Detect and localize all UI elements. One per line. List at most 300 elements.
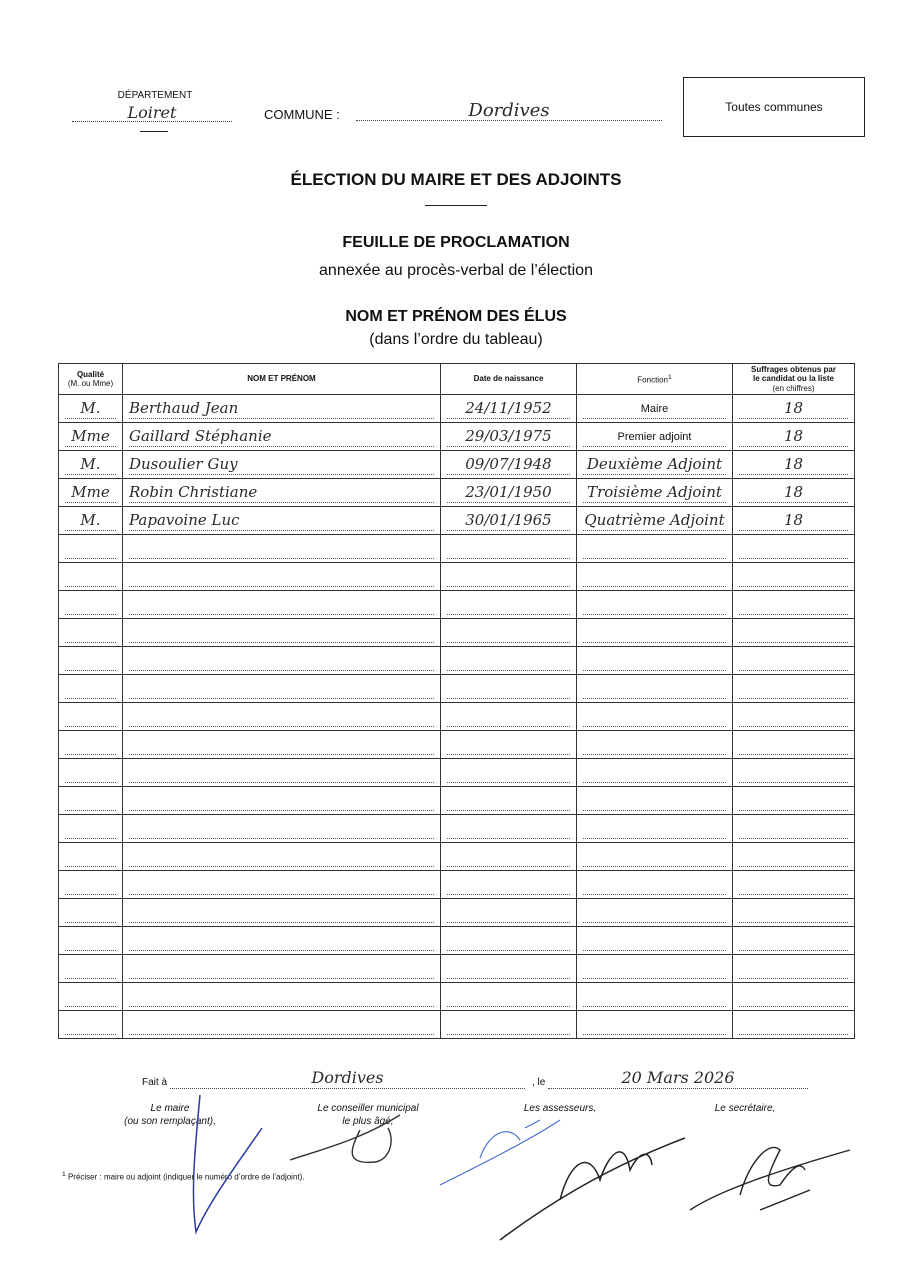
header-suffrages-1: Suffrages obtenus par <box>751 365 836 375</box>
dotted-line <box>739 762 848 783</box>
cell-date <box>441 507 577 535</box>
table-row-empty <box>59 675 855 703</box>
dotted-line <box>129 734 434 755</box>
conseiller-signature-label <box>298 1102 438 1128</box>
cell-suffrages-value: 18 <box>783 511 804 529</box>
cell-date <box>441 451 577 479</box>
cell-fonction <box>577 507 733 535</box>
dotted-line <box>129 762 434 783</box>
cell-fonction-line <box>583 398 726 419</box>
dotted-line <box>583 902 726 923</box>
dotted-line <box>447 734 570 755</box>
header-qualite <box>59 364 123 395</box>
cell-empty <box>123 647 441 675</box>
departement-label: DÉPARTEMENT <box>117 90 193 101</box>
cell-empty <box>733 563 855 591</box>
dotted-line <box>447 706 570 727</box>
dotted-line <box>65 846 116 867</box>
cell-nom <box>123 395 441 423</box>
dotted-line <box>65 902 116 923</box>
cell-date-value: 30/01/1965 <box>465 511 552 529</box>
dotted-line <box>129 902 434 923</box>
dotted-line <box>129 538 434 559</box>
proclamation-title: FEUILLE DE PROCLAMATION <box>342 234 570 251</box>
cell-fonction-line <box>583 510 726 531</box>
table-row-empty <box>59 927 855 955</box>
cell-nom <box>123 479 441 507</box>
maire-label-2: (ou son remplaçant), <box>124 1116 216 1127</box>
commune-value: Dordives <box>356 100 662 121</box>
cell-qualite-line <box>65 510 116 531</box>
dotted-line <box>447 622 570 643</box>
cell-qualite-value: M. <box>80 511 101 529</box>
cell-suffrages-line <box>739 510 848 531</box>
dotted-line <box>65 818 116 839</box>
dotted-line <box>583 790 726 811</box>
noms-title: NOM ET PRÉNOM DES ÉLUS <box>345 308 567 325</box>
elus-table <box>58 363 855 1039</box>
table-row <box>59 451 855 479</box>
cell-qualite-value: M. <box>80 455 101 473</box>
table-row-empty <box>59 535 855 563</box>
cell-empty <box>123 759 441 787</box>
cell-empty <box>123 619 441 647</box>
assesseur-signature-2 <box>500 1138 685 1240</box>
cell-empty <box>59 843 123 871</box>
cell-empty <box>59 675 123 703</box>
table-row <box>59 423 855 451</box>
header-suffrages-2: le candidat ou la liste <box>753 374 834 384</box>
dotted-line <box>129 706 434 727</box>
dotted-line <box>739 678 848 699</box>
table-header-row <box>59 364 855 395</box>
dotted-line <box>447 762 570 783</box>
table-row-empty <box>59 787 855 815</box>
dotted-line <box>65 1014 116 1035</box>
cell-suffrages-value: 18 <box>783 455 804 473</box>
cell-nom-value: Gaillard Stéphanie <box>129 427 272 445</box>
cell-empty <box>441 815 577 843</box>
cell-empty <box>59 787 123 815</box>
dotted-line <box>739 538 848 559</box>
cell-date <box>441 423 577 451</box>
cell-qualite <box>59 395 123 423</box>
cell-date-line <box>447 454 570 475</box>
cell-empty <box>733 675 855 703</box>
dotted-line <box>583 818 726 839</box>
footnote <box>62 1171 305 1182</box>
dotted-line <box>447 678 570 699</box>
cell-empty <box>733 591 855 619</box>
dotted-line <box>447 818 570 839</box>
cell-empty <box>441 703 577 731</box>
cell-empty <box>577 927 733 955</box>
dotted-line <box>739 594 848 615</box>
maire-label: Le maire <box>150 1103 190 1114</box>
dotted-line <box>65 650 116 671</box>
cell-empty <box>733 703 855 731</box>
dotted-line <box>583 594 726 615</box>
cell-empty <box>733 983 855 1011</box>
le-label: , le <box>532 1077 546 1088</box>
cell-empty <box>59 647 123 675</box>
cell-suffrages-value: 18 <box>783 399 804 417</box>
cell-empty <box>733 871 855 899</box>
cell-empty <box>733 899 855 927</box>
secretaire-signature <box>690 1147 850 1210</box>
dotted-line <box>447 650 570 671</box>
cell-empty <box>733 535 855 563</box>
cell-empty <box>123 955 441 983</box>
cell-empty <box>441 619 577 647</box>
cell-empty <box>733 815 855 843</box>
table-row <box>59 395 855 423</box>
cell-fonction-value: Troisième Adjoint <box>587 483 722 501</box>
dotted-line <box>65 678 116 699</box>
cell-suffrages-value: 18 <box>783 483 804 501</box>
conseiller-label: Le conseiller municipal <box>317 1103 419 1114</box>
dotted-line <box>447 958 570 979</box>
cell-date-value: 24/11/1952 <box>465 399 552 417</box>
cell-empty <box>59 731 123 759</box>
dotted-line <box>65 594 116 615</box>
cell-empty <box>59 871 123 899</box>
cell-nom-line <box>129 398 434 419</box>
cell-empty <box>733 843 855 871</box>
table-row-empty <box>59 871 855 899</box>
cell-suffrages-value: 18 <box>783 427 804 445</box>
cell-suffrages <box>733 395 855 423</box>
cell-empty <box>123 563 441 591</box>
title-divider <box>425 205 487 206</box>
cell-empty <box>577 955 733 983</box>
header-suffrages <box>733 364 855 395</box>
cell-empty <box>59 955 123 983</box>
assesseurs-signature-label <box>490 1102 630 1115</box>
dotted-line <box>739 818 848 839</box>
header-date: Date de naissance <box>441 364 577 395</box>
cell-empty <box>441 927 577 955</box>
cell-empty <box>123 927 441 955</box>
dotted-line <box>65 790 116 811</box>
dotted-line <box>447 566 570 587</box>
cell-empty <box>441 535 577 563</box>
ordre-subtitle: (dans l’ordre du tableau) <box>369 331 543 348</box>
dotted-line <box>583 874 726 895</box>
cell-nom-line <box>129 510 434 531</box>
cell-empty <box>441 871 577 899</box>
cell-fonction <box>577 423 733 451</box>
cell-empty <box>577 619 733 647</box>
cell-empty <box>577 787 733 815</box>
table-row-empty <box>59 843 855 871</box>
dotted-line <box>739 846 848 867</box>
cell-empty <box>441 675 577 703</box>
header-qualite-label: Qualité <box>76 369 105 379</box>
cell-date-line <box>447 398 570 419</box>
dotted-line <box>739 622 848 643</box>
cell-empty <box>577 675 733 703</box>
cell-empty <box>577 815 733 843</box>
cell-date-line <box>447 426 570 447</box>
dotted-line <box>739 734 848 755</box>
cell-empty <box>733 619 855 647</box>
cell-nom-line <box>129 426 434 447</box>
dotted-line <box>739 958 848 979</box>
cell-empty <box>59 983 123 1011</box>
cell-empty <box>577 1011 733 1039</box>
departement-divider <box>140 131 168 132</box>
cell-empty <box>123 1011 441 1039</box>
cell-suffrages <box>733 451 855 479</box>
dotted-line <box>739 706 848 727</box>
table-row-empty <box>59 1011 855 1039</box>
cell-date <box>441 395 577 423</box>
toutes-communes-label: Toutes communes <box>725 100 823 114</box>
dotted-line <box>739 1014 848 1035</box>
cell-qualite <box>59 507 123 535</box>
cell-empty <box>441 843 577 871</box>
cell-empty <box>441 591 577 619</box>
dotted-line <box>739 986 848 1007</box>
cell-fonction-line <box>583 426 726 447</box>
cell-empty <box>577 535 733 563</box>
dotted-line <box>65 566 116 587</box>
cell-empty <box>441 787 577 815</box>
table-row-empty <box>59 759 855 787</box>
table-row-empty <box>59 619 855 647</box>
header-qualite-sub: (M. ou Mme) <box>67 379 114 388</box>
dotted-line <box>447 986 570 1007</box>
dotted-line <box>129 790 434 811</box>
cell-suffrages-line <box>739 398 848 419</box>
maire-signature-label <box>100 1102 240 1128</box>
cell-empty <box>733 759 855 787</box>
dotted-line <box>129 958 434 979</box>
dotted-line <box>129 566 434 587</box>
footnote-mark: 1 <box>62 1171 66 1178</box>
cell-empty <box>123 535 441 563</box>
cell-empty <box>59 899 123 927</box>
table-row <box>59 479 855 507</box>
cell-empty <box>441 983 577 1011</box>
dotted-line <box>583 762 726 783</box>
toutes-communes-box <box>683 77 865 137</box>
fait-label: Fait à <box>142 1077 168 1088</box>
cell-date <box>441 479 577 507</box>
dotted-line <box>129 818 434 839</box>
dotted-line <box>129 678 434 699</box>
cell-qualite <box>59 451 123 479</box>
dotted-line <box>447 846 570 867</box>
cell-empty <box>441 563 577 591</box>
cell-qualite-value: M. <box>80 399 101 417</box>
cell-nom-line <box>129 454 434 475</box>
date-value: 20 Mars 2026 <box>548 1068 808 1089</box>
dotted-line <box>583 650 726 671</box>
cell-nom <box>123 423 441 451</box>
cell-empty <box>577 899 733 927</box>
cell-qualite-line <box>65 454 116 475</box>
cell-fonction <box>577 451 733 479</box>
cell-empty <box>733 1011 855 1039</box>
cell-empty <box>577 591 733 619</box>
dotted-line <box>65 874 116 895</box>
cell-nom-line <box>129 482 434 503</box>
cell-empty <box>59 619 123 647</box>
table-row-empty <box>59 955 855 983</box>
cell-empty <box>441 1011 577 1039</box>
cell-fonction <box>577 479 733 507</box>
dotted-line <box>739 902 848 923</box>
dotted-line <box>583 538 726 559</box>
cell-date-line <box>447 482 570 503</box>
main-title: ÉLECTION DU MAIRE ET DES ADJOINTS <box>290 170 622 189</box>
cell-empty <box>441 647 577 675</box>
cell-empty <box>123 591 441 619</box>
cell-empty <box>123 815 441 843</box>
cell-empty <box>577 759 733 787</box>
cell-nom <box>123 507 441 535</box>
dotted-line <box>583 846 726 867</box>
dotted-line <box>583 958 726 979</box>
cell-empty <box>441 955 577 983</box>
dotted-line <box>129 1014 434 1035</box>
cell-empty <box>441 759 577 787</box>
cell-qualite-line <box>65 482 116 503</box>
cell-fonction-line <box>583 482 726 503</box>
dotted-line <box>739 566 848 587</box>
cell-empty <box>123 843 441 871</box>
dotted-line <box>65 986 116 1007</box>
assesseurs-label: Les assesseurs, <box>523 1103 597 1114</box>
cell-empty <box>59 1011 123 1039</box>
dotted-line <box>65 706 116 727</box>
table-row-empty <box>59 647 855 675</box>
dotted-line <box>583 678 726 699</box>
cell-date-value: 29/03/1975 <box>465 427 552 445</box>
dotted-line <box>65 734 116 755</box>
dotted-line <box>65 622 116 643</box>
cell-nom-value: Dusoulier Guy <box>129 455 238 473</box>
cell-suffrages <box>733 479 855 507</box>
cell-fonction <box>577 395 733 423</box>
cell-suffrages-line <box>739 454 848 475</box>
dotted-line <box>583 930 726 951</box>
secretaire-label: Le secrétaire, <box>714 1103 776 1114</box>
cell-empty <box>577 563 733 591</box>
cell-empty <box>577 647 733 675</box>
cell-nom-value: Berthaud Jean <box>129 399 239 417</box>
secretaire-signature-label <box>675 1102 815 1115</box>
cell-date-value: 09/07/1948 <box>465 455 552 473</box>
cell-empty <box>123 983 441 1011</box>
cell-empty <box>733 927 855 955</box>
dotted-line <box>583 566 726 587</box>
dotted-line <box>583 986 726 1007</box>
table-row-empty <box>59 815 855 843</box>
dotted-line <box>129 622 434 643</box>
cell-empty <box>123 899 441 927</box>
cell-empty <box>733 731 855 759</box>
cell-fonction-value: Deuxième Adjoint <box>586 455 723 473</box>
header-fonction-note: 1 <box>667 373 672 381</box>
cell-empty <box>59 759 123 787</box>
cell-qualite-value: Mme <box>71 427 110 445</box>
table-row <box>59 507 855 535</box>
cell-qualite-line <box>65 398 116 419</box>
cell-empty <box>59 815 123 843</box>
fait-value: Dordives <box>170 1068 525 1089</box>
cell-suffrages <box>733 423 855 451</box>
header-suffrages-3: (en chiffres) <box>772 383 815 393</box>
cell-empty <box>733 647 855 675</box>
dotted-line <box>583 706 726 727</box>
cell-qualite <box>59 479 123 507</box>
cell-suffrages <box>733 507 855 535</box>
cell-empty <box>577 703 733 731</box>
departement-value: Loiret <box>72 103 232 122</box>
header-fonction <box>577 364 733 395</box>
dotted-line <box>129 930 434 951</box>
dotted-line <box>65 958 116 979</box>
dotted-line <box>739 650 848 671</box>
assesseur-signature-1 <box>440 1120 560 1185</box>
cell-fonction-value: Quatrième Adjoint <box>584 511 725 529</box>
table-body <box>59 395 855 1039</box>
footnote-text: Préciser : maire ou adjoint (indiquer le numéro d’ordre de l’adjoint). <box>67 1172 305 1182</box>
dotted-line <box>447 930 570 951</box>
dotted-line <box>447 594 570 615</box>
cell-empty <box>123 731 441 759</box>
table-row-empty <box>59 983 855 1011</box>
dotted-line <box>447 1014 570 1035</box>
dotted-line <box>65 762 116 783</box>
cell-fonction-value: Maire <box>640 403 669 415</box>
dotted-line <box>447 902 570 923</box>
dotted-line <box>65 538 116 559</box>
table-row-empty <box>59 731 855 759</box>
cell-fonction-line <box>583 454 726 475</box>
cell-nom-value: Papavoine Luc <box>129 511 240 529</box>
cell-empty <box>123 675 441 703</box>
dotted-line <box>447 538 570 559</box>
cell-empty <box>59 563 123 591</box>
dotted-line <box>129 594 434 615</box>
dotted-line <box>129 650 434 671</box>
conseiller-label-2: le plus âgé, <box>342 1116 394 1127</box>
cell-empty <box>123 703 441 731</box>
dotted-line <box>583 734 726 755</box>
dotted-line <box>739 874 848 895</box>
dotted-line <box>739 930 848 951</box>
cell-empty <box>59 535 123 563</box>
dotted-line <box>583 622 726 643</box>
cell-empty <box>577 983 733 1011</box>
cell-suffrages-line <box>739 482 848 503</box>
cell-empty <box>733 787 855 815</box>
annexe-subtitle: annexée au procès-verbal de l’élection <box>319 262 593 279</box>
table-row-empty <box>59 703 855 731</box>
cell-empty <box>577 871 733 899</box>
commune-label: COMMUNE : <box>264 107 340 122</box>
dotted-line <box>129 986 434 1007</box>
header-nom: NOM ET PRÉNOM <box>123 364 441 395</box>
cell-empty <box>577 731 733 759</box>
table-row-empty <box>59 563 855 591</box>
cell-empty <box>441 731 577 759</box>
cell-empty <box>59 591 123 619</box>
